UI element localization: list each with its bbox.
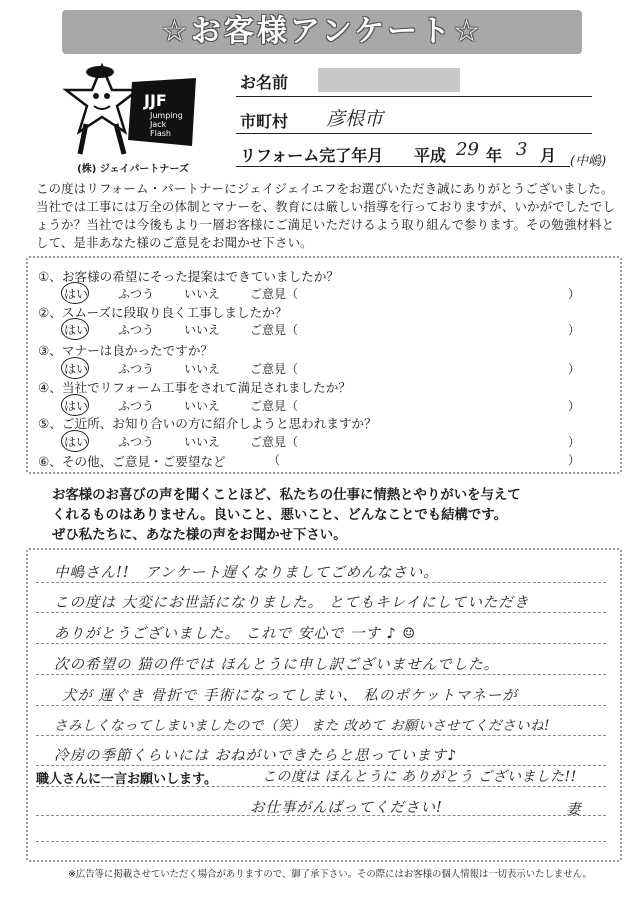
company-logo bbox=[46, 62, 216, 172]
craftsman-message-2: お仕事がんばってください! bbox=[250, 800, 443, 816]
city-value: 彦根市 bbox=[326, 108, 384, 130]
option-comment[interactable]: ご意見（ bbox=[250, 362, 299, 376]
option-normal[interactable]: ふつう bbox=[118, 399, 155, 413]
month-value: 3 bbox=[516, 139, 528, 160]
era-label: 平成 bbox=[414, 146, 447, 165]
city-label: 市町村 bbox=[240, 112, 289, 131]
option-yes[interactable]: はい bbox=[64, 399, 89, 413]
svg-text:Jack: Jack bbox=[150, 120, 167, 129]
name-field-redacted bbox=[318, 68, 460, 92]
svg-text:Jumping: Jumping bbox=[150, 111, 183, 120]
city-underline bbox=[236, 133, 592, 134]
option-no[interactable]: いいえ bbox=[184, 435, 221, 449]
option-normal[interactable]: ふつう bbox=[118, 323, 155, 337]
option-yes[interactable]: はい bbox=[64, 362, 89, 376]
option-normal[interactable]: ふつう bbox=[118, 362, 155, 376]
option-normal[interactable]: ふつう bbox=[118, 287, 155, 301]
mascot-star-icon bbox=[46, 62, 216, 162]
logo-brand: JJF bbox=[144, 91, 167, 110]
footer-note: ※広告等に掲載させていただく場合がありますので、御了承下さい。その際にはお客様の個人情報は一切表示いたしません。 bbox=[68, 869, 592, 880]
page-title: ☆お客様アンケート☆ bbox=[62, 10, 582, 54]
month-unit: 月 bbox=[540, 146, 557, 165]
date-label: リフォーム完了年月 bbox=[240, 146, 384, 165]
option-comment[interactable]: ご意見（ bbox=[250, 399, 299, 413]
option-comment[interactable]: ご意見（ bbox=[250, 435, 299, 449]
option-normal[interactable]: ふつう bbox=[118, 435, 155, 449]
year-unit: 年 bbox=[486, 146, 503, 165]
name-label: お名前 bbox=[240, 73, 289, 92]
craftsman-label: 職人さんに一言お願いします。 bbox=[36, 772, 217, 787]
comment-line-2: この度は 大変にお世話になりました。 とてもキレイにしていただき bbox=[54, 595, 530, 611]
signature: 妻 bbox=[566, 802, 582, 818]
comment-line-5: 犬が 運ぐき 骨折で 手術になってしまい、 私のポケットマネーが bbox=[62, 688, 518, 704]
option-yes[interactable]: はい bbox=[64, 287, 89, 301]
comment-line-1: 中嶋さん!! アンケート遅くなりましてごめんなさい。 bbox=[54, 565, 439, 581]
company-name: (株) ジェイパートナーズ bbox=[77, 164, 189, 175]
date-underline bbox=[236, 166, 570, 167]
option-yes[interactable]: はい bbox=[64, 435, 89, 449]
comment-line-7: 冷房の季節くらいには おねがいできたらと思っています♪ bbox=[54, 748, 458, 764]
option-no[interactable]: いいえ bbox=[184, 323, 221, 337]
option-yes[interactable]: はい bbox=[64, 323, 89, 337]
questions-box bbox=[26, 256, 622, 474]
comment-line-3: ありがとうございました。 これで 安心で 一す ♪ ☺ bbox=[54, 626, 417, 642]
comment-line-6: さみしくなってしまいましたので（笑） また 改めて お願いさせてくださいね! bbox=[54, 718, 550, 734]
option-no[interactable]: いいえ bbox=[184, 362, 221, 376]
option-no[interactable]: いいえ bbox=[184, 287, 221, 301]
option-comment[interactable]: ご意見（ bbox=[250, 323, 299, 337]
year-value: 29 bbox=[456, 139, 479, 160]
option-no[interactable]: いいえ bbox=[184, 399, 221, 413]
option-comment[interactable]: ご意見（ bbox=[250, 287, 299, 301]
appeal-text: お客様のお喜びの声を聞くことほど、私たちの仕事に情熱とやりがいを与えて くれるものはありません。良いこと、悪いこと、どんなことでも結構です。 ぜひ私たちに、あなた様の声をお聞かせ下さい。 bbox=[52, 488, 521, 543]
customer-tag: (中嶋) bbox=[570, 154, 607, 169]
svg-text:Flash: Flash bbox=[150, 129, 171, 138]
name-underline bbox=[236, 96, 592, 97]
craftsman-message: この度は ほんとうに ありがとう ございました!! bbox=[262, 769, 577, 785]
intro-text: この度はリフォーム・パートナーにジェイジェイエフをお選びいただき誠にありがとうございました。当社では工事には万全の体制とマナーを、教育には厳しい指導を行っておりますが、いかがでしたでしょうか？当社では今後もより一層お客様にご満足いただけるよう取り組んで参ります。その勉強材料として、是非あなた様のご意見をお聞かせ下さい。 bbox=[36, 181, 616, 250]
comment-line-4: 次の希望の 猫の件では ほんとうに申し訳ございませんでした。 bbox=[54, 657, 500, 673]
